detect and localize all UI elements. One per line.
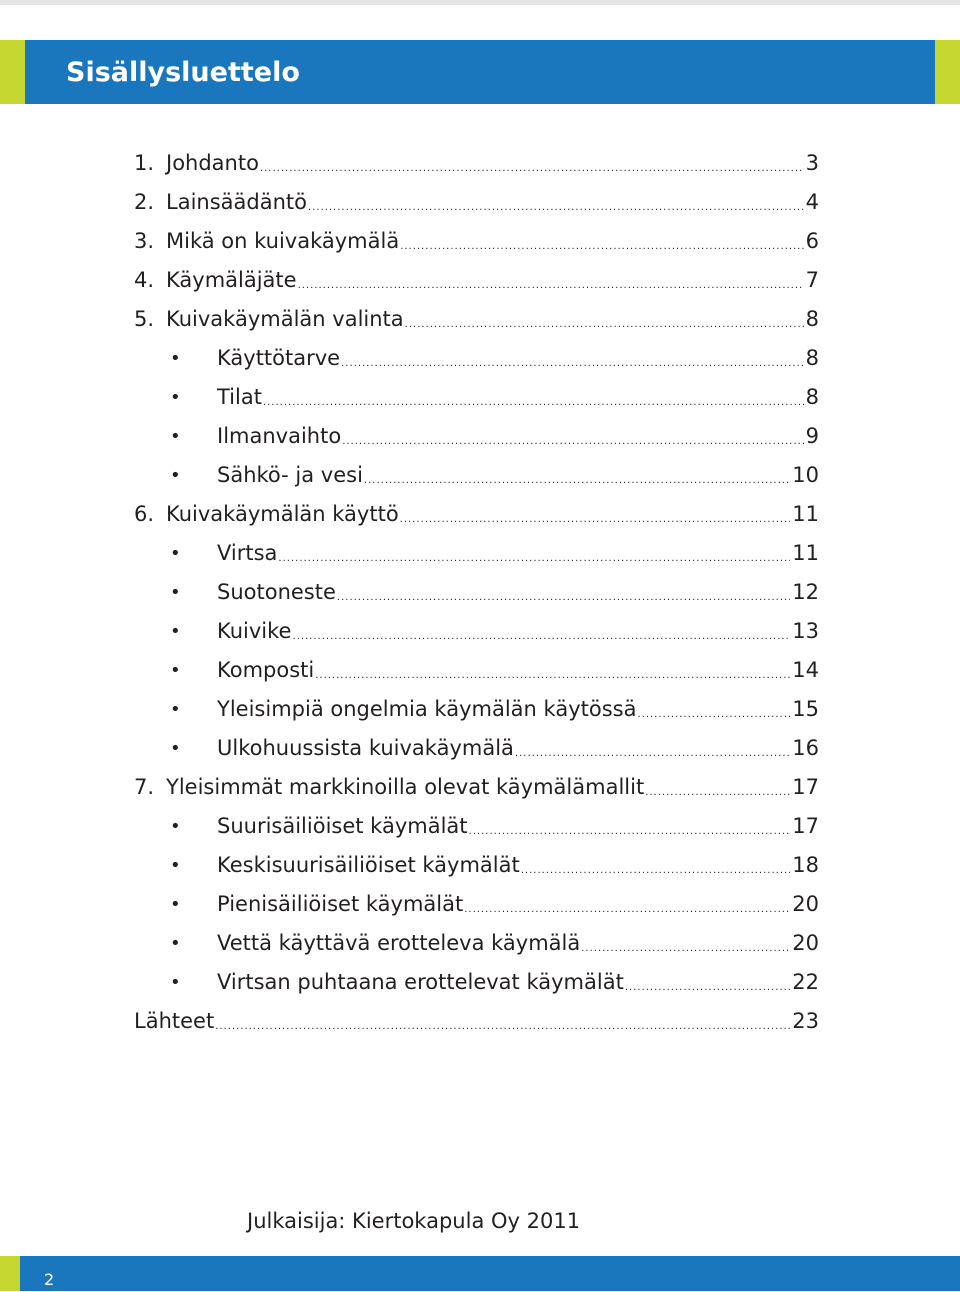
toc-entry-label: Lähteet: [134, 1009, 215, 1033]
toc-entry: [134, 846, 819, 885]
bullet-icon: •: [170, 465, 181, 486]
bullet-icon: •: [170, 582, 181, 603]
toc-dot-leader: [315, 651, 790, 690]
header-accent-right: [935, 40, 960, 104]
toc-entry: [134, 222, 819, 261]
toc-entry: [134, 1002, 819, 1041]
toc-dot-leader: [364, 456, 790, 495]
toc-entry-page: 8: [805, 385, 819, 409]
bullet-icon: •: [170, 933, 181, 954]
toc-entry-number: 5.: [134, 307, 155, 331]
toc-dot-leader: [637, 690, 790, 729]
bullet-icon: •: [170, 543, 181, 564]
bullet-icon: •: [170, 699, 181, 720]
toc-entry-page: 11: [792, 502, 819, 526]
toc-entry-label: Kuivakäymälän valinta: [166, 307, 404, 331]
toc-entry-label: Virtsan puhtaana erottelevat käymälät: [217, 970, 624, 994]
toc-entry-label: Tilat: [217, 385, 262, 409]
toc-entry-number: 3.: [134, 229, 155, 253]
toc-entry: [134, 534, 819, 573]
toc-entry-page: 18: [792, 853, 819, 877]
toc-entry-label: Ilmanvaihto: [217, 424, 342, 448]
toc-entry-label: Johdanto: [166, 151, 259, 175]
toc-entry-page: 6: [805, 229, 819, 253]
toc-entry: [134, 417, 819, 456]
toc-dot-leader: [625, 963, 790, 1002]
bullet-icon: •: [170, 660, 181, 681]
toc-entry: [134, 456, 819, 495]
toc-dot-leader: [400, 495, 791, 534]
toc-entry-label: Lainsäädäntö: [166, 190, 307, 214]
toc-entry-page: 20: [792, 892, 819, 916]
toc-entry-page: 16: [792, 736, 819, 760]
toc-entry: [134, 885, 819, 924]
toc-entry: [134, 651, 819, 690]
toc-entry-number: 2.: [134, 190, 155, 214]
toc-entry-label: Vettä käyttävä erotteleva käymälä: [217, 931, 581, 955]
toc-entry-page: 22: [792, 970, 819, 994]
toc-entry-page: 3: [805, 151, 819, 175]
toc-entry: [134, 963, 819, 1002]
toc-entry-label: Kuivakäymälän käyttö: [166, 502, 399, 526]
bullet-icon: •: [170, 855, 181, 876]
toc-dot-leader: [215, 1002, 790, 1041]
toc-entry-label: Kuivike: [217, 619, 292, 643]
toc-entry-page: 13: [792, 619, 819, 643]
toc-entry-page: 20: [792, 931, 819, 955]
toc-entry-number: 1.: [134, 151, 155, 175]
toc-entry-page: 17: [792, 814, 819, 838]
bullet-icon: •: [170, 621, 181, 642]
toc-dot-leader: [405, 300, 804, 339]
toc-dot-leader: [521, 846, 791, 885]
toc-entry-page: 8: [805, 346, 819, 370]
toc-entry: [134, 261, 819, 300]
toc-dot-leader: [337, 573, 790, 612]
toc-entry: [134, 183, 819, 222]
toc-dot-leader: [292, 612, 790, 651]
toc-entry-label: Mikä on kuivakäymälä: [166, 229, 400, 253]
toc-entry-page: 4: [805, 190, 819, 214]
toc-entry: [134, 378, 819, 417]
toc-entry-number: 7.: [134, 775, 155, 799]
bullet-icon: •: [170, 387, 181, 408]
bullet-icon: •: [170, 348, 181, 369]
toc-entry-number: 4.: [134, 268, 155, 292]
toc-entry-label: Yleisimpiä ongelmia käymälän käytössä: [217, 697, 637, 721]
page-number: 2: [44, 1270, 55, 1289]
bullet-icon: •: [170, 816, 181, 837]
toc-entry: [134, 573, 819, 612]
toc-entry-label: Keskisuurisäiliöiset käymälät: [217, 853, 520, 877]
toc-entry-label: Suurisäiliöiset käymälät: [217, 814, 468, 838]
toc-dot-leader: [464, 885, 790, 924]
bullet-icon: •: [170, 426, 181, 447]
toc-entry-label: Komposti: [217, 658, 315, 682]
toc-dot-leader: [400, 222, 803, 261]
toc-dot-leader: [263, 378, 804, 417]
toc-entry: [134, 690, 819, 729]
toc-entry: [134, 768, 819, 807]
toc-dot-leader: [298, 261, 804, 300]
publisher-line: Julkaisija: Kiertokapula Oy 2011: [247, 1209, 581, 1233]
toc-entry-label: Pienisäiliöiset käymälät: [217, 892, 464, 916]
toc-dot-leader: [308, 183, 804, 222]
toc-entry-label: Käyttötarve: [217, 346, 341, 370]
toc-entry-page: 12: [792, 580, 819, 604]
toc-dot-leader: [260, 144, 804, 183]
top-rule: [0, 0, 960, 5]
toc-entry-label: Sähkö- ja vesi: [217, 463, 363, 487]
toc-entry: [134, 807, 819, 846]
toc-entry: [134, 924, 819, 963]
footer-band: [0, 1256, 960, 1291]
toc-entry-page: 8: [805, 307, 819, 331]
toc-entry-label: Suotoneste: [217, 580, 336, 604]
toc-entry-page: 9: [805, 424, 819, 448]
toc-dot-leader: [515, 729, 790, 768]
toc-entry-page: 7: [805, 268, 819, 292]
toc-entry: [134, 495, 819, 534]
toc-entry: [134, 300, 819, 339]
toc-dot-leader: [342, 417, 803, 456]
toc-entry: [134, 729, 819, 768]
toc-entry-page: 14: [792, 658, 819, 682]
toc-entry-label: Käymäläjäte: [166, 268, 297, 292]
toc-entry-page: 23: [792, 1009, 819, 1033]
bullet-icon: •: [170, 972, 181, 993]
toc-dot-leader: [645, 768, 790, 807]
toc-entry-label: Yleisimmät markkinoilla olevat käymälämallit: [166, 775, 645, 799]
toc-entry: [134, 612, 819, 651]
toc-dot-leader: [469, 807, 791, 846]
toc-entry-label: Ulkohuussista kuivakäymälä: [217, 736, 514, 760]
toc-entry-label: Virtsa: [217, 541, 278, 565]
bullet-icon: •: [170, 894, 181, 915]
footer-accent: [0, 1256, 20, 1291]
toc-entry-page: 11: [792, 541, 819, 565]
toc-entry-page: 10: [792, 463, 819, 487]
toc-entry: [134, 144, 819, 183]
bullet-icon: •: [170, 738, 181, 759]
toc-entry: [134, 339, 819, 378]
header-accent-left: [0, 40, 25, 104]
toc-entry-number: 6.: [134, 502, 155, 526]
toc-entry-page: 17: [792, 775, 819, 799]
toc-dot-leader: [278, 534, 790, 573]
table-of-contents: [134, 144, 819, 1041]
page-title: Sisällysluettelo: [66, 57, 300, 88]
toc-entry-page: 15: [792, 697, 819, 721]
toc-dot-leader: [341, 339, 804, 378]
toc-dot-leader: [581, 924, 790, 963]
